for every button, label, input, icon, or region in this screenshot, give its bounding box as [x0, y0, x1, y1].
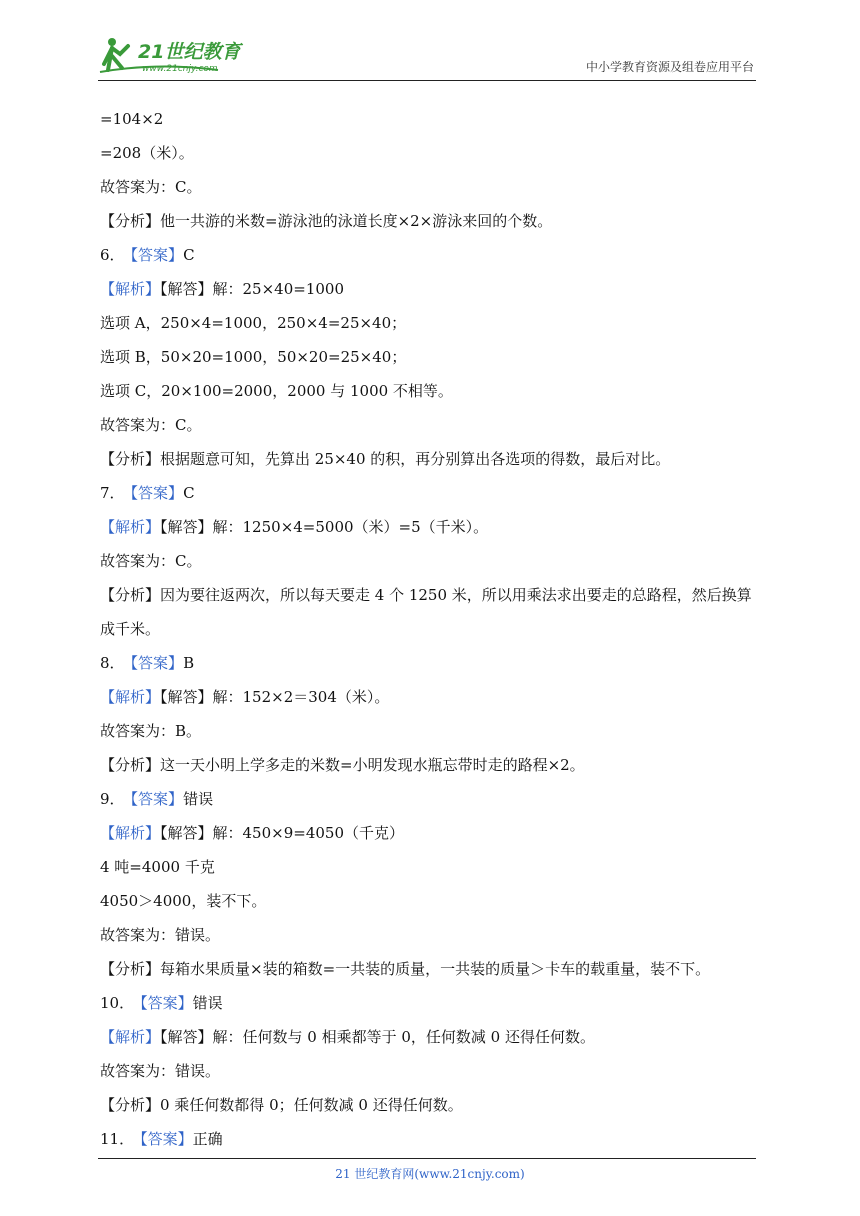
- answer-line: [100, 986, 760, 1020]
- analysis-tag: 【解析】: [100, 688, 161, 706]
- answer-value: C: [183, 484, 195, 502]
- question-number: 6．: [100, 246, 125, 264]
- text-line: [100, 748, 760, 782]
- text-line: [100, 544, 760, 578]
- line-text: 故答案为：C。: [100, 178, 202, 196]
- line-text: 【分析】因为要往返两次，所以每天要走 4 个 1250 米，所以用乘法求出要走的总路程，然后换算成千米。: [100, 586, 752, 638]
- solution-text: 【解答】解：任何数与 0 相乘都等于 0，任何数减 0 还得任何数。: [160, 1028, 595, 1046]
- text-line: [100, 136, 760, 170]
- text-line: [100, 884, 760, 918]
- line-text: 故答案为：C。: [100, 552, 202, 570]
- line-text: 4 吨=4000 千克: [100, 858, 215, 876]
- analysis-tag: 【解析】: [100, 1028, 161, 1046]
- header-tagline: 中小学教育资源及组卷应用平台: [585, 60, 754, 74]
- page-header: [98, 30, 756, 81]
- answer-content: [100, 102, 760, 1156]
- answer-value: 正确: [192, 1130, 223, 1148]
- solution-text: 【解答】解：152×2＝304（米）。: [160, 688, 390, 706]
- answer-line: [100, 238, 760, 272]
- answer-tag: 【答案】: [140, 994, 193, 1012]
- text-line: [100, 374, 760, 408]
- text-line: [100, 408, 760, 442]
- analysis-tag: 【解析】: [100, 280, 161, 298]
- text-line: [100, 1054, 760, 1088]
- text-line: [100, 918, 760, 952]
- logo-url: www.21cnjy.com: [142, 64, 218, 74]
- line-text: 故答案为：C。: [100, 416, 202, 434]
- answer-tag: 【答案】: [140, 1130, 193, 1148]
- answer-tag: 【答案】: [130, 484, 184, 502]
- answer-tag: 【答案】: [130, 790, 184, 808]
- answer-value: 错误: [192, 994, 223, 1012]
- answer-value: 错误: [183, 790, 214, 808]
- line-text: 4050＞4000，装不下。: [100, 892, 267, 910]
- question-number: 10．: [100, 994, 135, 1012]
- line-text: 故答案为：错误。: [100, 1062, 221, 1080]
- footer-text: 21 世纪教育网(www.21cnjy.com): [335, 1167, 525, 1181]
- answer-tag: 【答案】: [130, 654, 184, 672]
- solution-text: 【解答】解：450×9=4050（千克）: [160, 824, 405, 842]
- solution-line: [100, 272, 760, 306]
- line-text: 选项 B，50×20=1000，50×20=25×40；: [100, 348, 407, 366]
- solution-line: [100, 510, 760, 544]
- line-text: 选项 A，250×4=1000，250×4=25×40；: [100, 314, 407, 332]
- line-text: 选项 C，20×100=2000，2000 与 1000 不相等。: [100, 382, 453, 400]
- analysis-tag: 【解析】: [100, 824, 161, 842]
- line-text: 【分析】0 乘任何数都得 0；任何数减 0 还得任何数。: [100, 1096, 463, 1114]
- question-number: 7．: [100, 484, 125, 502]
- answer-line: [100, 782, 760, 816]
- answer-value: B: [183, 654, 195, 672]
- solution-text: 【解答】解：1250×4=5000（米）=5（千米）。: [160, 518, 489, 536]
- text-line: [100, 306, 760, 340]
- site-logo: [98, 34, 268, 76]
- question-number: 9．: [100, 790, 125, 808]
- text-line: [100, 204, 760, 238]
- line-text: =208（米）。: [100, 144, 194, 162]
- answer-tag: 【答案】: [130, 246, 184, 264]
- solution-line: [100, 680, 760, 714]
- line-text: 【分析】这一天小明上学多走的米数=小明发现水瓶忘带时走的路程×2。: [100, 756, 585, 774]
- text-line: [100, 578, 760, 646]
- text-line: [100, 340, 760, 374]
- answer-value: C: [183, 246, 195, 264]
- line-text: =104×2: [100, 110, 164, 128]
- analysis-tag: 【解析】: [100, 518, 161, 536]
- line-text: 故答案为：错误。: [100, 926, 221, 944]
- question-number: 8．: [100, 654, 125, 672]
- answer-line: [100, 476, 760, 510]
- question-number: 11．: [100, 1130, 135, 1148]
- line-text: 故答案为：B。: [100, 722, 202, 740]
- line-text: 【分析】根据题意可知，先算出 25×40 的积，再分别算出各选项的得数，最后对比。: [100, 450, 671, 468]
- text-line: [100, 1088, 760, 1122]
- logo-text: 21世纪教育: [138, 41, 241, 63]
- text-line: [100, 952, 760, 986]
- text-line: [100, 850, 760, 884]
- solution-line: [100, 816, 760, 850]
- answer-line: [100, 1122, 760, 1156]
- text-line: [100, 442, 760, 476]
- text-line: [100, 170, 760, 204]
- solution-line: [100, 1020, 760, 1054]
- answer-line: [100, 646, 760, 680]
- solution-text: 【解答】解：25×40=1000: [160, 280, 345, 298]
- footer-divider: [98, 1158, 756, 1159]
- text-line: [100, 102, 760, 136]
- line-text: 【分析】每箱水果质量×装的箱数=一共装的质量，一共装的质量＞卡车的载重量，装不下。: [100, 960, 711, 978]
- line-text: 【分析】他一共游的米数=游泳池的泳道长度×2×游泳来回的个数。: [100, 212, 553, 230]
- text-line: [100, 714, 760, 748]
